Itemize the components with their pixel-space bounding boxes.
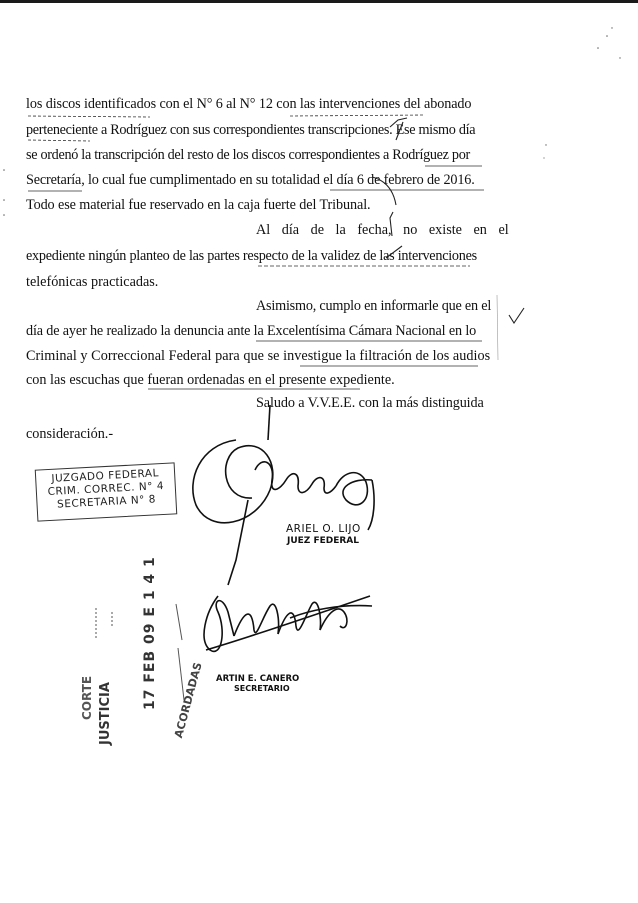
stamp-line-1: JUZGADO FEDERAL <box>51 467 160 485</box>
body-line-5: Todo ese material fue reservado en la caja fuerte del Tribunal. <box>26 197 371 213</box>
court-stamp <box>35 462 178 521</box>
body-line-12: con las escuchas que fueran ordenadas en el presente expediente. <box>26 372 395 388</box>
judge-name: ARIEL O. LIJO <box>286 523 361 535</box>
body-line-9: Asimismo, cumplo en informarle que en el <box>256 298 492 314</box>
body-line-11: Criminal y Correccional Federal para que se investigue la filtración de los audios <box>26 348 491 364</box>
secretary-signature <box>204 596 372 651</box>
secretary-title: SECRETARIO <box>234 684 290 693</box>
body-line-3: se ordenó la transcripción del resto de los discos correspondientes a Rodríguez por <box>26 147 470 163</box>
body-line-2: perteneciente a Rodríguez con sus correspondientes transcripciones. Ese mismo día <box>26 122 476 138</box>
receipt-office-1: CORTE <box>80 675 94 720</box>
judge-title: JUEZ FEDERAL <box>287 536 360 546</box>
body-line-13: Saludo a V.V.E.E. con la más distinguida <box>256 395 484 411</box>
stamp-line-3: SECRETARIA N° 8 <box>56 493 157 511</box>
body-line-6: Al día de la fecha, no existe en el <box>256 222 509 238</box>
body-line-1: los discos identificados con el N° 6 al N° 12 con las intervenciones del abonado <box>26 96 472 112</box>
receipt-date: 17 FEB 09 E 1 4 1 <box>142 556 158 710</box>
top-border <box>0 0 638 3</box>
body-line-8: telefónicas practicadas. <box>26 274 159 290</box>
stamp-line-2: CRIM. CORREC. N° 4 <box>47 479 165 499</box>
receipt-office-2: JUSTICIA <box>98 682 113 745</box>
receipt-office-3: ACORDADAS <box>172 661 205 740</box>
body-line-14: consideración.- <box>26 426 114 442</box>
secretary-name: ARTIN E. CANERO <box>216 674 300 684</box>
body-line-4: Secretaría, lo cual fue cumplimentado en su totalidad el día 6 de febrero de 2016. <box>26 172 475 188</box>
body-line-10: día de ayer he realizado la denuncia ante la Excelentísima Cámara Nacional en lo <box>26 323 477 339</box>
judge-signature <box>193 405 374 585</box>
body-line-7: expediente ningún planteo de las partes respecto de la validez de las intervenciones <box>26 248 477 264</box>
